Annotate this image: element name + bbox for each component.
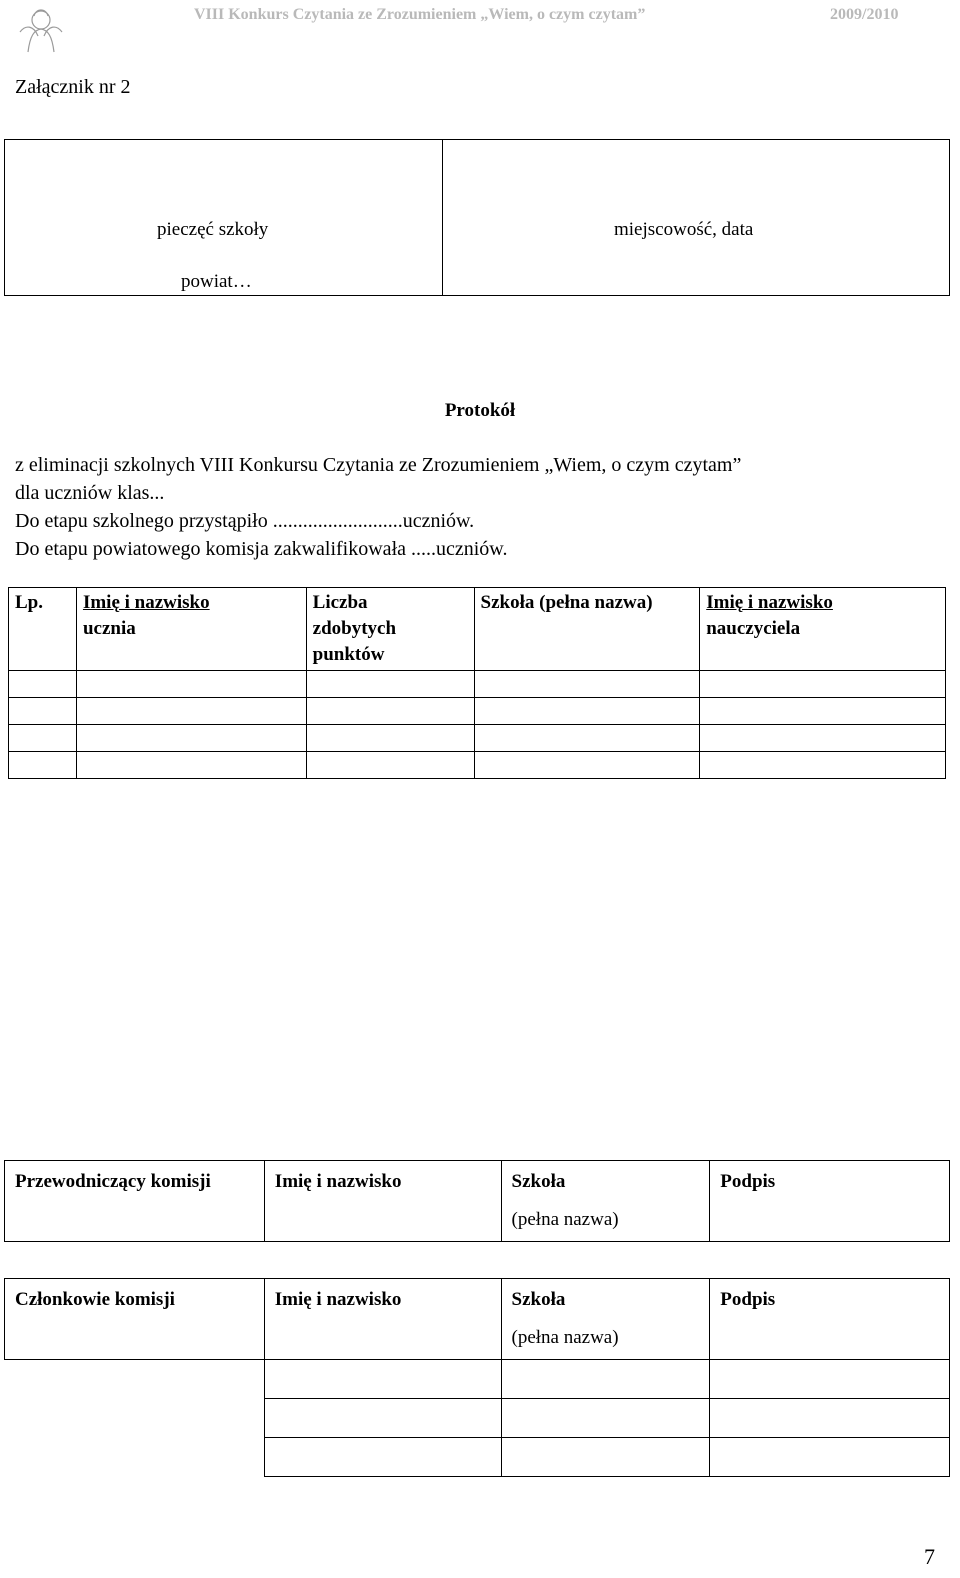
county-label: powiat… — [181, 271, 252, 292]
col-points: Liczba zdobytych punktów — [306, 588, 474, 671]
place-date-label: miejscowość, data — [614, 219, 754, 240]
members-role-cell: Członkowie komisji — [5, 1279, 265, 1360]
chair-school-cell[interactable]: Szkoła (pełna nazwa) — [501, 1161, 710, 1242]
chair-table — [4, 1160, 950, 1242]
row3-teacher-cell[interactable] — [700, 725, 946, 752]
intro-line-1: z eliminacji szkolnych VIII Konkursu Czytania ze Zrozumieniem „Wiem, o czym czytam” — [15, 454, 742, 476]
members-school-cell[interactable]: Szkoła (pełna nazwa) — [501, 1279, 710, 1360]
col-lp: Lp. — [9, 588, 77, 671]
header-year: 2009/2010 — [830, 6, 899, 23]
member2-name-cell[interactable] — [264, 1399, 501, 1438]
table-row — [9, 698, 946, 725]
intro-line-2: dla uczniów klas... — [15, 482, 165, 504]
members-signature-cell[interactable]: Podpis — [710, 1279, 950, 1360]
chair-role-cell: Przewodniczący komisji — [5, 1161, 265, 1242]
chair-signature-cell[interactable]: Podpis — [710, 1161, 950, 1242]
members-name-cell[interactable]: Imię i nazwisko — [264, 1279, 501, 1360]
members-header-row — [5, 1279, 950, 1360]
stamp-box-divider — [442, 139, 443, 296]
member3-name-cell[interactable] — [264, 1438, 501, 1477]
row4-lp-cell[interactable] — [9, 752, 77, 779]
stamp-box — [4, 139, 950, 296]
attachment-label: Załącznik nr 2 — [15, 76, 131, 98]
protocol-intro — [15, 451, 945, 563]
row3-points-cell[interactable] — [306, 725, 474, 752]
row4-points-cell[interactable] — [306, 752, 474, 779]
chair-row — [5, 1161, 950, 1242]
protocol-title: Protokół — [444, 400, 516, 421]
row3-lp-cell[interactable] — [9, 725, 77, 752]
table-row — [9, 752, 946, 779]
table-row — [5, 1399, 950, 1438]
table-row — [9, 725, 946, 752]
row1-school-cell[interactable] — [474, 671, 700, 698]
row4-student-cell[interactable] — [76, 752, 306, 779]
table-row — [5, 1360, 950, 1399]
chair-name-cell[interactable]: Imię i nazwisko — [264, 1161, 501, 1242]
row2-lp-cell[interactable] — [9, 698, 77, 725]
member1-signature-cell[interactable] — [710, 1360, 950, 1399]
spacer-cell — [5, 1438, 265, 1477]
col-school: Szkoła (pełna nazwa) — [474, 588, 700, 671]
row1-student-cell[interactable] — [76, 671, 306, 698]
member1-name-cell[interactable] — [264, 1360, 501, 1399]
table-row — [9, 671, 946, 698]
row2-school-cell[interactable] — [474, 698, 700, 725]
school-stamp-label: pieczęć szkoły — [157, 219, 269, 240]
row2-points-cell[interactable] — [306, 698, 474, 725]
member3-signature-cell[interactable] — [710, 1438, 950, 1477]
row4-teacher-cell[interactable] — [700, 752, 946, 779]
col-teacher-name: Imię i nazwisko nauczyciela — [700, 588, 946, 671]
members-table — [4, 1278, 950, 1477]
member2-school-cell[interactable] — [501, 1399, 710, 1438]
row1-points-cell[interactable] — [306, 671, 474, 698]
row2-student-cell[interactable] — [76, 698, 306, 725]
row3-school-cell[interactable] — [474, 725, 700, 752]
header-title: VIII Konkurs Czytania ze Zrozumieniem „Wiem, o czym czytam” — [194, 6, 646, 23]
results-table — [8, 587, 946, 779]
contest-logo-icon — [14, 2, 68, 54]
row1-teacher-cell[interactable] — [700, 671, 946, 698]
row4-school-cell[interactable] — [474, 752, 700, 779]
spacer-cell — [5, 1360, 265, 1399]
member3-school-cell[interactable] — [501, 1438, 710, 1477]
col-student-name: Imię i nazwisko ucznia — [76, 588, 306, 671]
intro-line-3: Do etapu szkolnego przystąpiło ..........................uczniów. — [15, 510, 475, 532]
member1-school-cell[interactable] — [501, 1360, 710, 1399]
table-row — [5, 1438, 950, 1477]
member2-signature-cell[interactable] — [710, 1399, 950, 1438]
spacer-cell — [5, 1399, 265, 1438]
row1-lp-cell[interactable] — [9, 671, 77, 698]
row3-student-cell[interactable] — [76, 725, 306, 752]
intro-line-4: Do etapu powiatowego komisja zakwalifikowała .....uczniów. — [15, 538, 508, 560]
results-header-row — [9, 588, 946, 671]
page-number: 7 — [924, 1544, 935, 1569]
row2-teacher-cell[interactable] — [700, 698, 946, 725]
